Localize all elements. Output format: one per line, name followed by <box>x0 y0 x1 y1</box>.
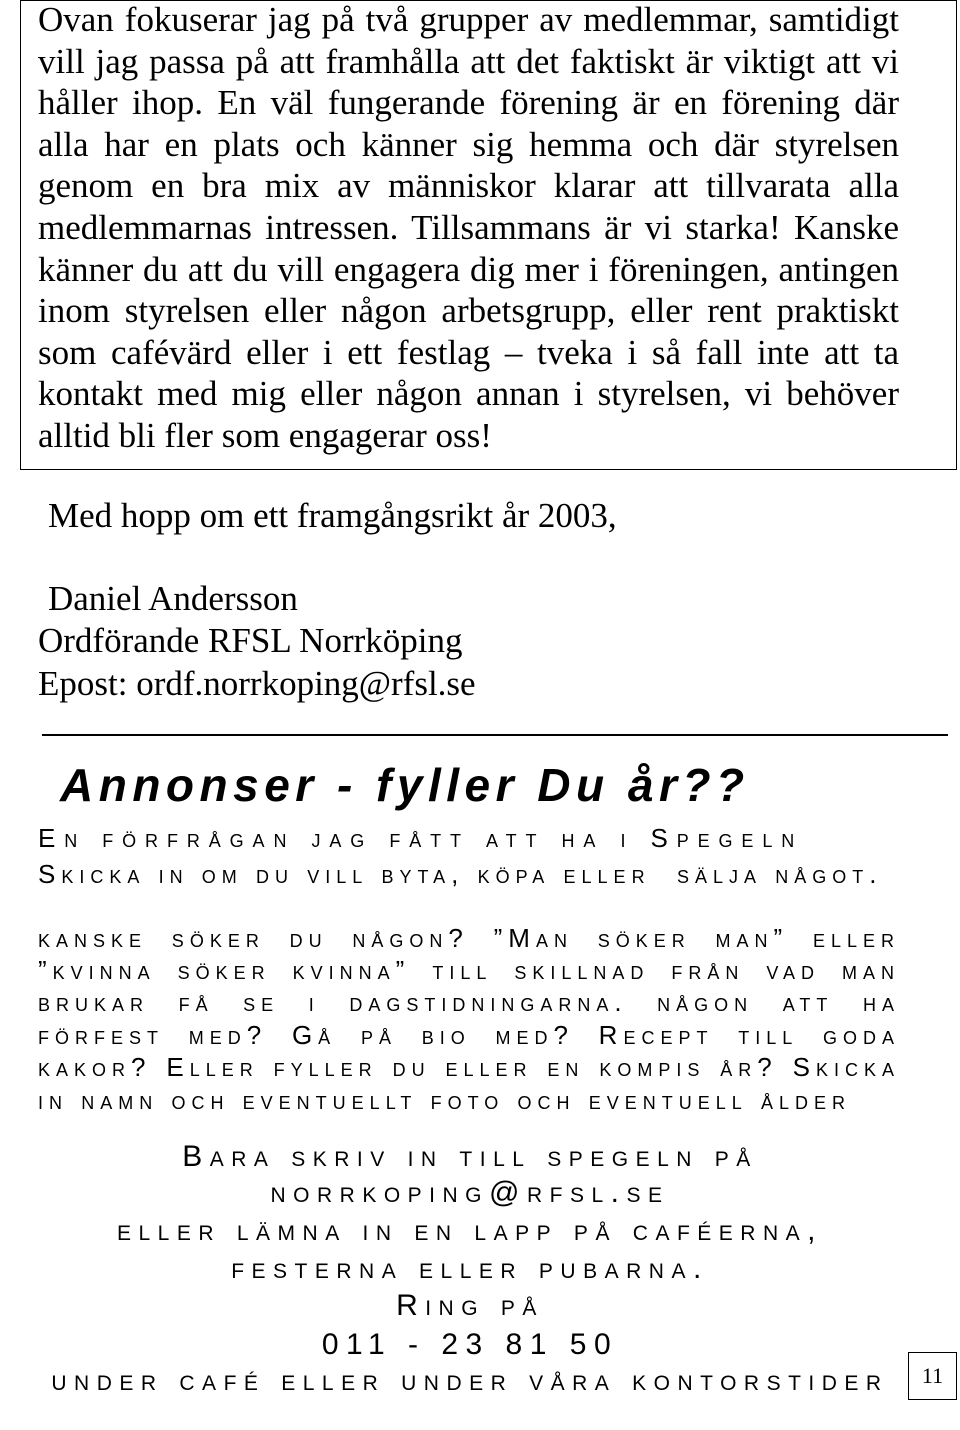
ads-intro-line: En förfrågan jag fått att ha i Spegeln <box>38 822 804 853</box>
ads-body-line: kakor? Eller fyller du eller en kompis år? Skicka <box>38 1051 900 1082</box>
ads-body-line: in namn och eventuellt foto och eventuell ålder <box>38 1084 851 1115</box>
letter-paragraph-line: håller ihop. En väl fungerande förening är en förening där <box>38 83 899 123</box>
letter-paragraph-line: alltid bli fler som engagerar oss! <box>38 416 492 455</box>
letter-paragraph-line: vill jag passa på att framhålla att det faktiskt är viktigt att vi <box>38 41 899 81</box>
section-divider <box>42 734 948 736</box>
signature-name: Daniel Andersson <box>48 579 298 618</box>
signature-email: Epost: ordf.norrkoping@rfsl.se <box>38 664 476 703</box>
ads-contact-line: Ring på <box>396 1289 544 1322</box>
letter-paragraph-line: kontakt med mig eller någon annan i styrelsen, vi behöver <box>38 374 899 414</box>
letter-paragraph-line: alla har en plats och känner sig hemma och där styrelsen <box>38 124 899 164</box>
letter-paragraph-line: genom en bra mix av människor klarar att tillvarata alla <box>38 166 899 206</box>
ads-intro-line: Skicka in om du vill byta, köpa eller sälja något. <box>38 858 883 889</box>
letter-paragraph-line: Ovan fokuserar jag på två grupper av medlemmar, samtidigt <box>38 0 899 39</box>
letter-paragraph-line: som cafévärd eller i ett festlag – tveka i så fall inte att ta <box>38 332 899 372</box>
ads-contact-email: norrkoping@rfsl.se <box>270 1176 670 1209</box>
page-number-box <box>908 1352 957 1400</box>
ads-body-line: ”kvinna söker kvinna” till skillnad från vad man <box>38 954 900 985</box>
letter-closing: Med hopp om ett framgångsrikt år 2003, <box>48 496 617 535</box>
ads-contact-line: eller lämna in en lapp på caféerna, <box>117 1214 823 1247</box>
ads-body-line: förfest med? Gå på bio med? Recept till goda <box>38 1019 900 1050</box>
ads-contact-line: Bara skriv in till spegeln på <box>182 1140 758 1173</box>
ads-contact-line: festerna eller pubarna. <box>231 1252 709 1285</box>
letter-paragraph-line: känner du att du vill engagera dig mer i föreningen, antingen <box>38 249 899 289</box>
letter-paragraph-line: inom styrelsen eller någon arbetsgrupp, eller rent praktiskt <box>38 291 899 331</box>
signature-title: Ordförande RFSL Norrköping <box>38 621 463 660</box>
ads-contact-line: under café eller under våra kontorstider <box>51 1364 889 1397</box>
letter-paragraph-line: medlemmarnas intressen. Tillsammans är vi starka! Kanske <box>38 208 899 247</box>
ads-heading: Annonser - fyller Du år?? <box>60 759 750 811</box>
ads-contact-phone: 011 - 23 81 50 <box>321 1328 619 1361</box>
ads-body-line: kanske söker du någon? ”Man söker man” eller <box>38 922 900 953</box>
page-number: 11 <box>921 1363 944 1388</box>
ads-body-line: brukar få se i dagstidningarna. någon att ha <box>38 986 900 1017</box>
